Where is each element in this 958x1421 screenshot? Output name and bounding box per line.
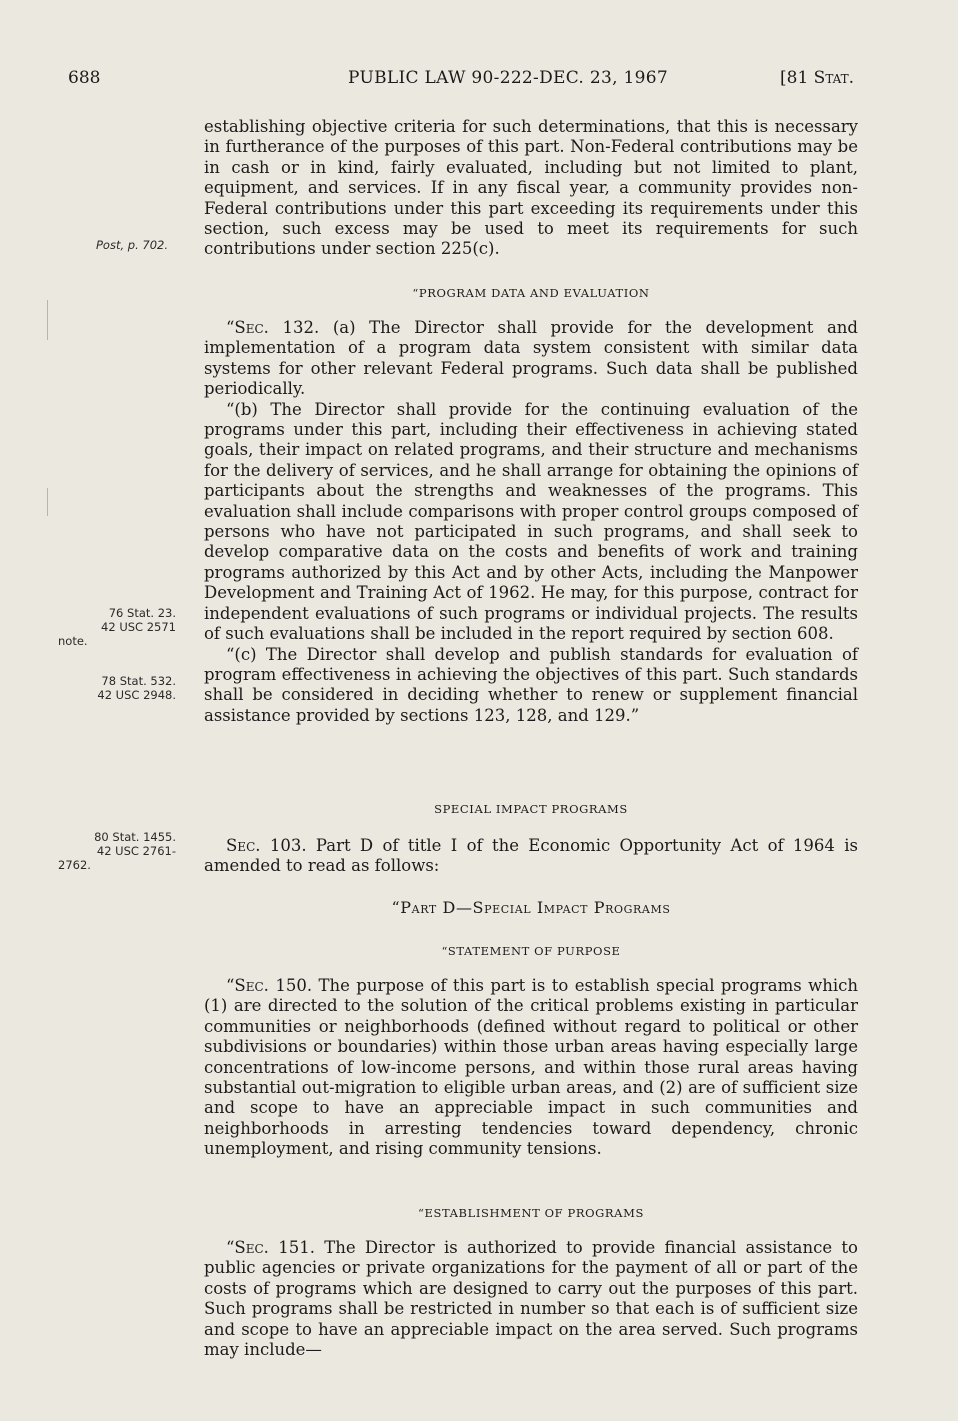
text-block	[204, 318, 858, 726]
margin-note-citation: 76 Stat. 23. 42 USC 2571 note.	[58, 606, 176, 648]
page-number: 688	[68, 68, 101, 88]
running-head: PUBLIC LAW 90-222-DEC. 23, 1967	[348, 68, 668, 88]
text-block	[204, 836, 858, 877]
paragraph: “Sec. 132. (a) The Director shall provide for the development and implementation of a program data system consistent with similar data systems for other relevant Federal programs. Such data shall be published periodically.	[204, 318, 858, 399]
text-block	[204, 976, 858, 1160]
text-block	[204, 1238, 858, 1360]
scan-edge-mark	[47, 488, 48, 516]
page-header	[0, 68, 958, 96]
section-heading: “STATEMENT OF PURPOSE	[441, 944, 621, 958]
margin-note-citation: 78 Stat. 532. 42 USC 2948.	[97, 674, 176, 702]
section-heading: “ESTABLISHMENT OF PROGRAMS	[418, 1206, 644, 1220]
paragraph: “Sec. 151. The Director is authorized to provide financial assistance to public agencies or private organizations for the payment of all or part of the costs of programs which are designed to carry out the purposes of this part. Such programs shall be restricted in number so that each is of sufficient size and scope to have an appreciable impact on the area served. Such programs may include—	[204, 1238, 858, 1360]
scan-edge-mark	[47, 300, 48, 340]
statute-reference: [81 Stat.	[780, 68, 855, 88]
section-heading: “PROGRAM DATA AND EVALUATION	[412, 286, 650, 300]
text-block	[204, 117, 858, 260]
margin-note-post: Post, p. 702.	[96, 238, 168, 252]
paragraph: “(c) The Director shall develop and publish standards for evaluation of program effectiveness in achieving the objectives of this part. Such standards shall be considered in deciding whether to renew or supplement financial assistance provided by sections 123, 128, and 129.”	[204, 644, 858, 725]
paragraph: “Sec. 150. The purpose of this part is to establish special programs which (1) are directed to the solution of the critical problems existing in particular communities or neighborhoods (defined without regard to political or other subdivisions or boundaries) within those urban areas having especially large concentrations of low-income persons, and within those rural areas having substantial out-migration to eligible urban areas, and (2) are of sufficient size and scope to have an appreciable impact in such communities and neighborhoods in arresting tendencies toward dependency, chronic unemployment, and rising community tensions.	[204, 976, 858, 1159]
margin-note-citation: 80 Stat. 1455. 42 USC 2761- 2762.	[58, 830, 176, 872]
paragraph: “(b) The Director shall provide for the continuing evaluation of the programs under this part, including their effectiveness in achieving stated goals, their impact on related programs, and their structure and mechanisms for the delivery of services, and he shall arrange for obtaining the opinions of participants about the strengths and weaknesses of the programs. This evaluation shall include comparisons with proper control groups composed of persons who have not participated in such programs, and shall seek to develop comparative data on the costs and benefits of work and training programs authorized by this Act and by other Acts, including the Manpower Development and Training Act of 1962. He may, for this purpose, contract for independent evaluations of such programs or individual projects. The results of such evaluations shall be included in the report required by section 608.	[204, 399, 858, 644]
section-heading: SPECIAL IMPACT PROGRAMS	[434, 802, 628, 816]
part-heading: “Part D—Special Impact Programs	[391, 898, 671, 917]
paragraph: establishing objective criteria for such determinations, that this is necessary in furtherance of the purposes of this part. Non-Federal contributions may be in cash or in kind, fairly evaluated, including but not limited to plant, equipment, and services. If in any fiscal year, a community provides non-Federal contributions under this part exceeding its requirements under this section, such excess may be used to meet its requirements for such contributions under section 225(c).	[204, 117, 858, 259]
paragraph: Sec. 103. Part D of title I of the Economic Opportunity Act of 1964 is amended to read as follows:	[204, 836, 858, 876]
